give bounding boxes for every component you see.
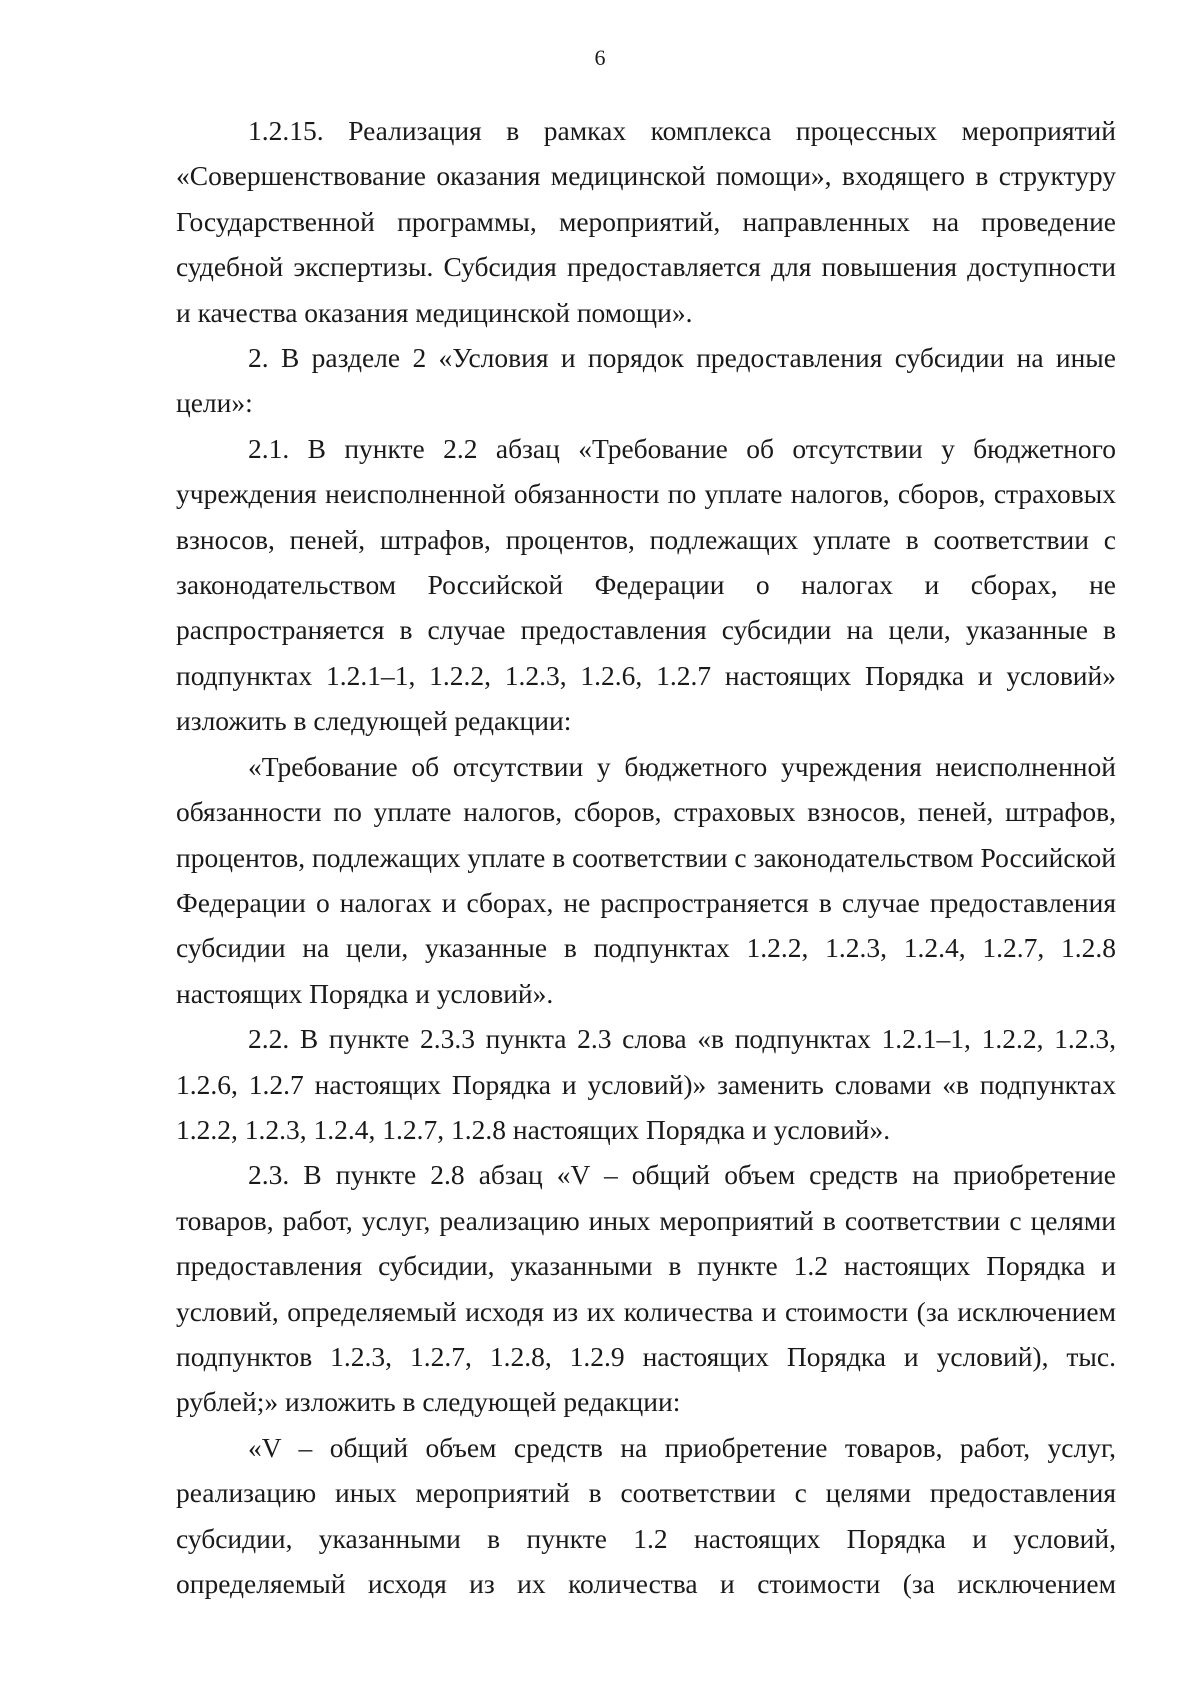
- page-number: 6: [594, 45, 606, 70]
- paragraph-2-1-new-wording: «Требование об отсутствии у бюджетного учреждения неисполненной обязанности по уплате налогов, сборов, страховых взносов, пеней, штрафов, процентов, подлежащих уплате в соответствии с законодательством Российской Федерации о налогах и сборах, не распространяется в случае предоставления субсидии на цели, указанные в подпунктах 1.2.2, 1.2.3, 1.2.4, 1.2.7, 1.2.8 настоящих Порядка и условий».: [176, 750, 1116, 1009]
- document-body: [176, 108, 1116, 1606]
- paragraph-2-3: 2.3. В пункте 2.8 абзац «V – общий объем средств на приобретение товаров, работ, услуг, реализацию иных мероприятий в соответствии с целями предоставления субсидии, указанными в пункте 1.2 настоящих Порядка и условий, определяемый исходя из их количества и стоимости (за исключением подпунктов 1.2.3, 1.2.7, 1.2.8, 1.2.9 настоящих Порядка и условий), тыс. рублей;» изложить в следующей редакции:: [176, 1159, 1116, 1418]
- paragraph-2-2: 2.2. В пункте 2.3.3 пункта 2.3 слова «в подпунктах 1.2.1–1, 1.2.2, 1.2.3, 1.2.6, 1.2.7 настоящих Порядка и условий)» заменить словами «в подпунктах 1.2.2, 1.2.3, 1.2.4, 1.2.7, 1.2.8 настоящих Порядка и условий».: [176, 1023, 1116, 1145]
- paragraph-2-1: 2.1. В пункте 2.2 абзац «Требование об отсутствии у бюджетного учреждения неисполненной обязанности по уплате налогов, сборов, страховых взносов, пеней, штрафов, процентов, подлежащих уплате в соответствии с законодательством Российской Федерации о налогах и сборах, не распространяется в случае предоставления субсидии на цели, указанные в подпунктах 1.2.1–1, 1.2.2, 1.2.3, 1.2.6, 1.2.7 настоящих Порядка и условий» изложить в следующей редакции:: [176, 432, 1116, 737]
- paragraph-section-2: 2. В разделе 2 «Условия и порядок предоставления субсидии на иные цели»:: [176, 342, 1116, 419]
- paragraph-2-3-new-wording: «V – общий объем средств на приобретение товаров, работ, услуг, реализацию иных мероприятий в соответствии с целями предоставления субсидии, указанными в пункте 1.2 настоящих Порядка и условий, определяемый исходя из их количества и стоимости (за исключением: [176, 1431, 1116, 1599]
- paragraph-1-2-15: 1.2.15. Реализация в рамках комплекса процессных мероприятий «Совершенствование оказания медицинской помощи», входящего в структуру Государственной программы, мероприятий, направленных на проведение судебной экспертизы. Субсидия предоставляется для повышения доступности и качества оказания медицинской помощи».: [176, 115, 1116, 328]
